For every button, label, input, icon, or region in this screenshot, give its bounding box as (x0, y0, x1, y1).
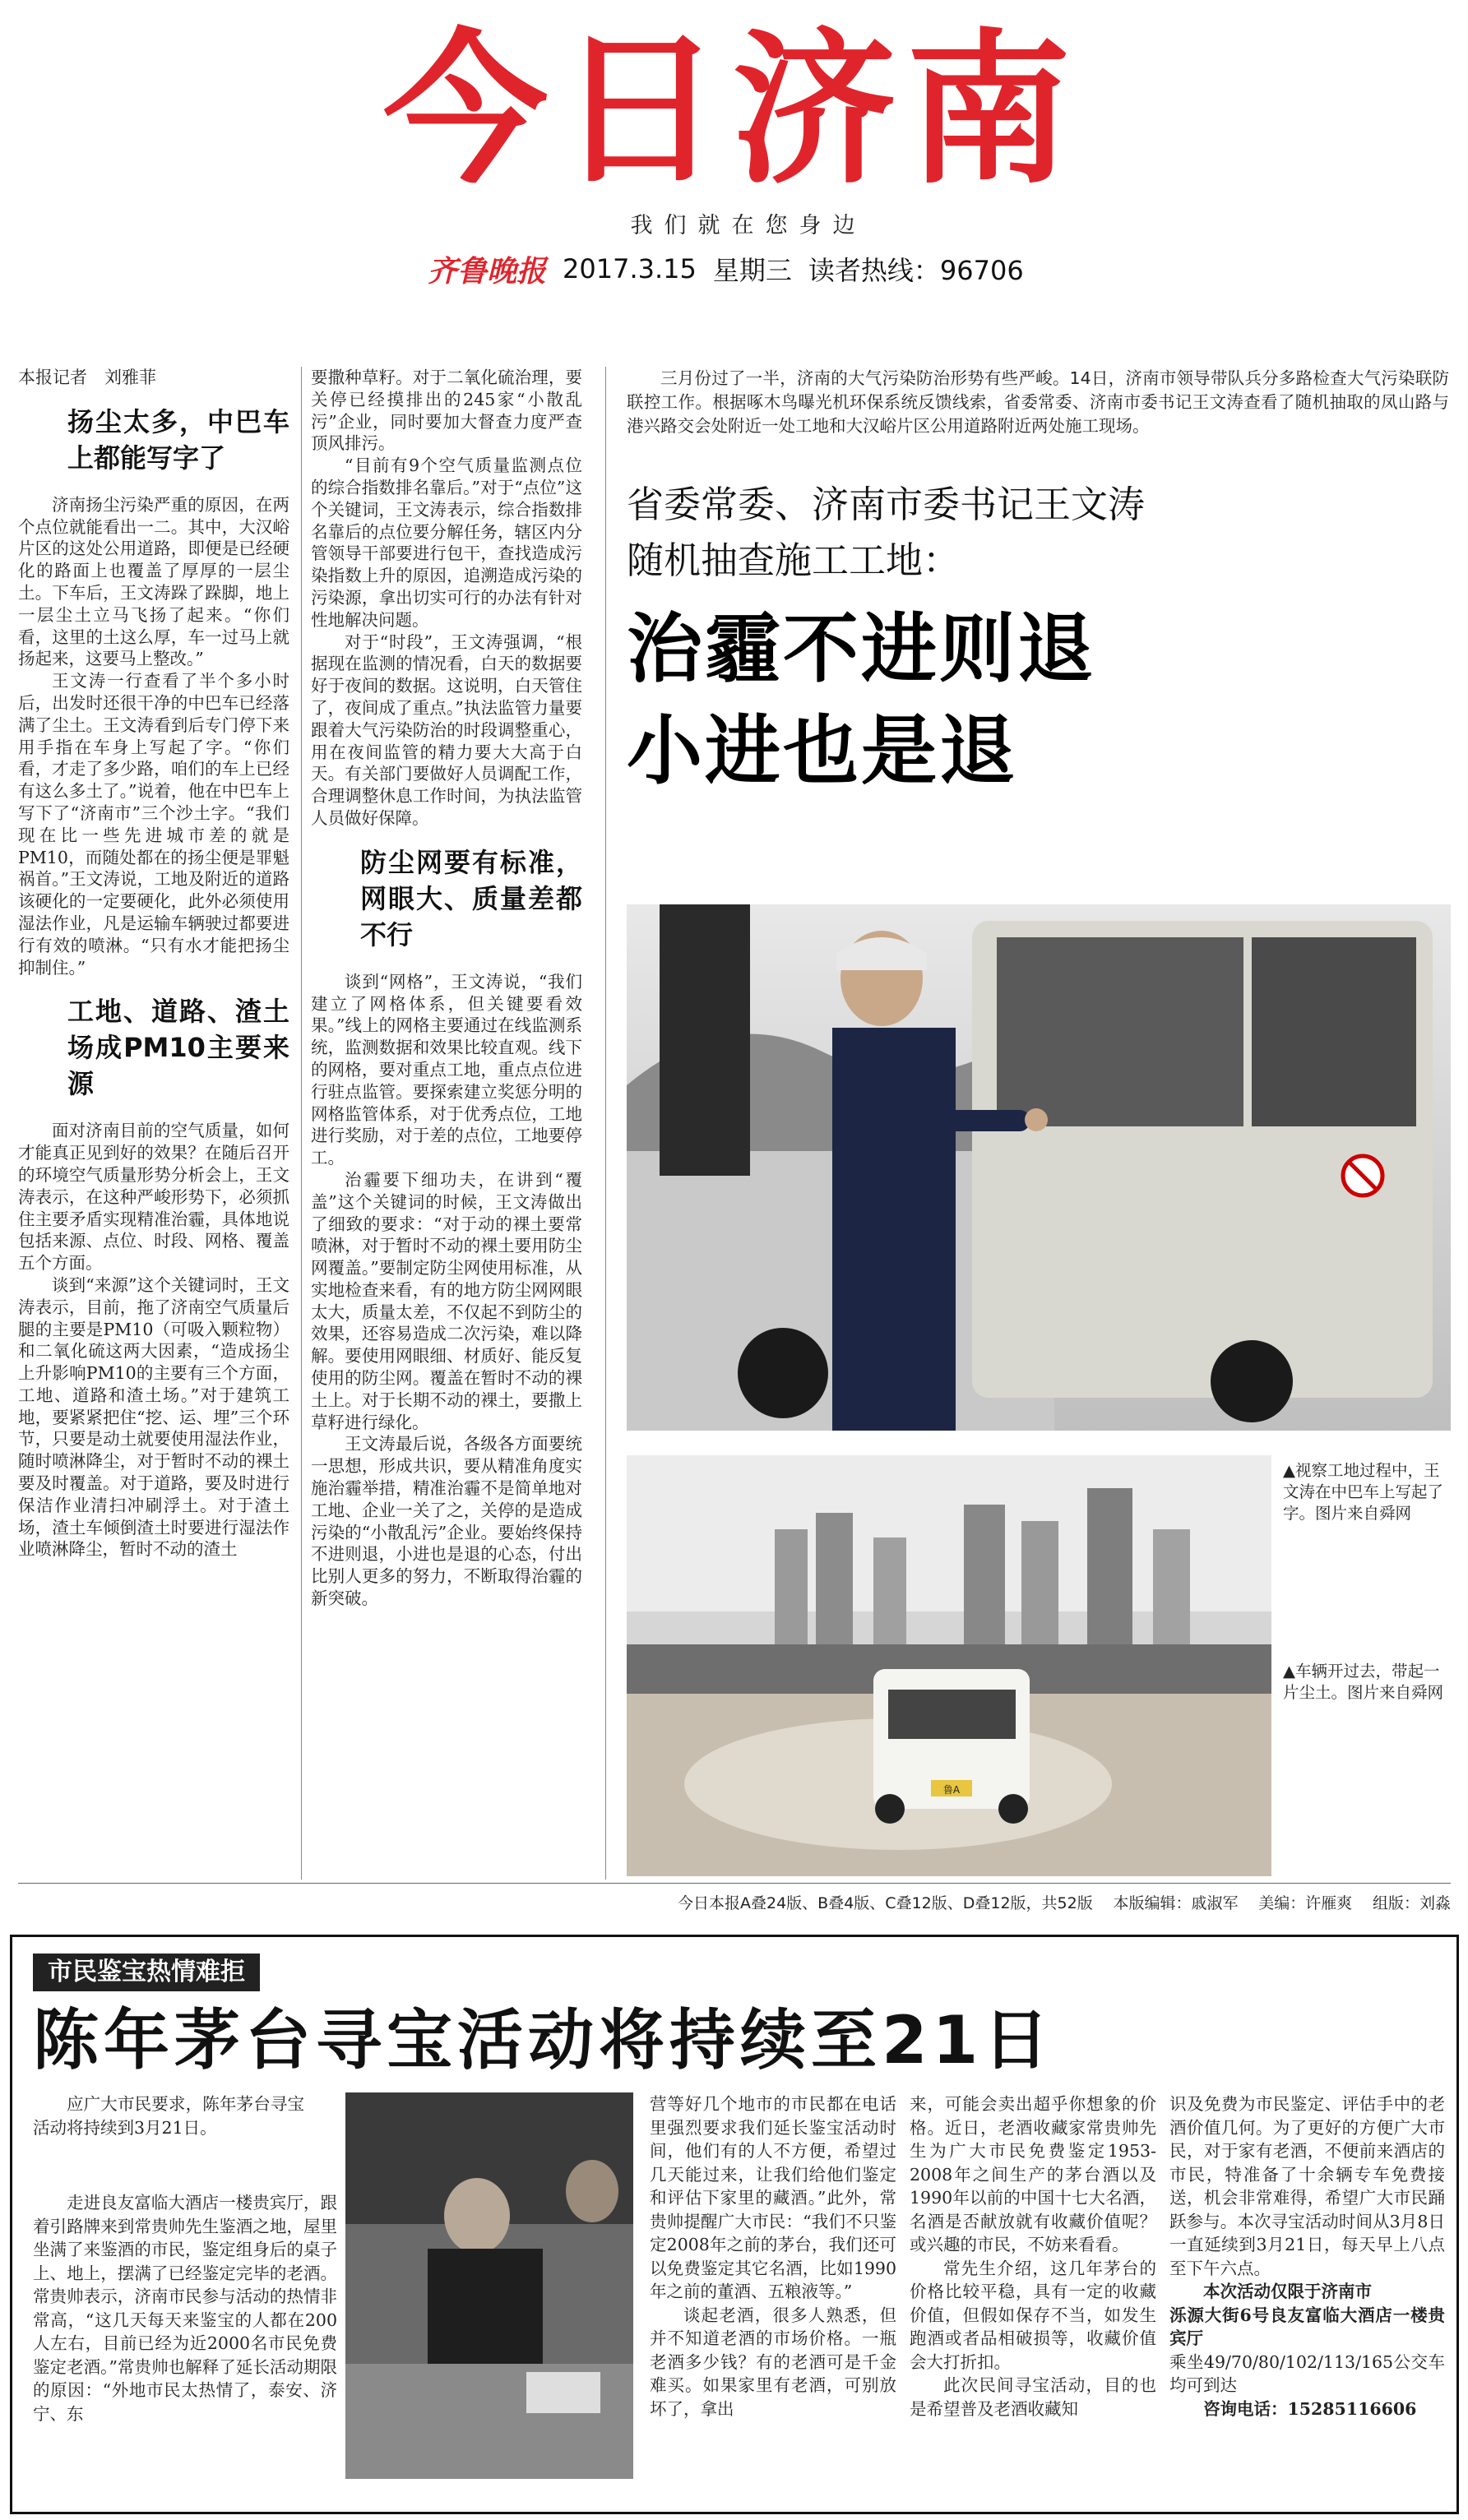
ad-column-1-bottom (33, 2191, 337, 2504)
photo-appraisal-room (345, 2092, 633, 2479)
article-column-2 (311, 367, 582, 1888)
ad-column-3 (910, 2092, 1156, 2504)
headline-line-2: 小进也是退 (627, 707, 1018, 795)
paragraph: 识及免费为市民鉴定、评估手中的老酒价值几何。为了更好的方便广大市民，对于家有老酒，不便前来酒店的市民，特准备了十余辆专车免费接送，机会非常难得，希望广大市民踊跃参与。本次寻宝活动时间从3月8日一直延续到3月21日，每天早上八点至下午六点。 (1169, 2094, 1445, 2278)
photo-caption-2: ▲车辆开过去，带起一片尘土。图片来自舜网 (1283, 1662, 1444, 1702)
advertorial-title: 陈年茅台寻宝活动将持续至21日 (33, 2002, 1054, 2078)
paragraph: 治霾要下细功夫，在讲到“覆盖”这个关键词的时候，王文涛做出了细致的要求：“对于动的裸土要常喷淋，对于暂时不动的裸土要用防尘网覆盖。”要制定防尘网使用标准，从实地检查来看，有的地方防尘网网眼太大，质量太差，不仅起不到防尘的效果，还容易造成二次污染，难以降解。要使用网眼细、材质好、能反复使用的防尘网。覆盖在暂时不动的裸土上。对于长期不动的裸土，要撒上草籽进行绿化。 (311, 1169, 582, 1432)
ad-column-2 (650, 2092, 896, 2504)
photo-van-raising-dust (627, 1455, 1271, 1876)
edition-count: 今日本报A叠24版、B叠4版、C叠12版、D叠12版，共52版 (678, 1894, 1093, 1912)
weekday: 星期三 (712, 255, 792, 286)
reader-hotline: 读者热线：96706 (808, 255, 1024, 286)
contact-phone: 咨询电话：15285116606 (1203, 2398, 1417, 2419)
subhead-pm10: 工地、道路、渣土场成PM10主要来源 (67, 996, 289, 1100)
paragraph: 要撒种草籽。对于二氧化硫治理，要关停已经摸排出的245家“小散乱污”企业，同时要加大督查力度严查顶风排污。 (311, 368, 582, 454)
paragraph: 谈到“来源”这个关键词时，王文涛表示，目前，拖了济南空气质量后腿的主要是PM10（可吸入颗粒物）和二氧化硫这两大因素，“造成扬尘上升影响PM10的主要有三个方面，工地、道路和渣土场。”对于建筑工地，要紧紧把住“挖、运、埋”三个环节，只要是动土就要使用湿法作业，随时喷淋降尘，对于暂时不动的裸土要及时覆盖。对于道路，要及时进行保洁作业清扫冲刷浮土。对于渣土场，渣土车倾倒渣土时要进行湿法作业喷淋降尘，暂时不动的渣土 (18, 1274, 289, 1560)
newspaper-logo: 今日济南 (382, 15, 1081, 206)
photo-3-illustration (345, 2092, 633, 2479)
subhead-dust: 扬尘太多，中巴车上都能写字了 (67, 405, 289, 474)
paragraph: 谈到“网格”，王文涛说，“我们建立了网格体系，但关键要看效果。”线上的网格主要通过在线监测系统，监测数据和效果比较直观。线下的网格，要对重点工地，重点点位进行驻点监管。要探索建立奖惩分明的网格监管体系，对于优秀点位，工地进行奖励，对于差的点位，工地要停工。 (311, 971, 582, 1168)
deck-line-2: 随机抽查施工工地： (627, 539, 961, 582)
paragraph: “目前有9个空气质量监测点位的综合指数排名靠后。”对于“点位”这个关键词，王文涛表示，综合指数排名靠后的点位要分解任务，辖区内分管领导干部要进行包干，查找造成污染指数上升的原因，追溯造成污染的污染源，拿出切实可行的办法有针对性地解决问题。 (311, 455, 582, 630)
publication-info (428, 248, 1168, 289)
paragraph: 应广大市民要求，陈年茅台寻宝活动将持续到3月21日。 (33, 2094, 304, 2138)
page-footer (678, 1891, 1451, 1913)
paragraph: 此次民间寻宝活动，目的也是希望普及老酒收藏知 (910, 2375, 1156, 2419)
art-credit: 美编：许雁爽 (1258, 1894, 1353, 1912)
paper-name: 齐鲁晚报 (428, 253, 547, 289)
event-scope: 本次活动仅限于济南市 (1203, 2282, 1372, 2301)
paragraph: 王文涛一行查看了半个多小时后，出发时还很干净的中巴车已经落满了尘土。王文涛看到后专门停下来用手指在车身上写起了字。“你们看，才走了多少路，咱们的车上已经有这么多土了。”说着，他在中巴车上写下了“济南市”三个沙土字。“我们现在比一些先进城市差的就是PM10，而随处都在的扬尘便是罪魁祸首。”王文涛说，工地及附近的道路该硬化的一定要硬化，此外必须使用湿法作业，凡是运输车辆驶过都要进行有效的喷淋。“只有水才能把扬尘抑制住。” (18, 671, 289, 978)
ad-column-1-top (33, 2092, 304, 2183)
paragraph: 营等好几个地市的市民都在电话里强烈要求我们延长鉴宝活动时间，他们有的人不方便，希望过几天能过来，让我们给他们鉴定和评估下家里的藏酒。”此外，常贵帅提醒广大市民：“我们不只鉴定2008年之前的茅台，我们还可以免费鉴定其它名酒，比如1990年之前的董酒、五粮液等。” (650, 2094, 896, 2301)
story-intro: 三月份过了一半，济南的大气污染防治形势有些严峻。14日，济南市领导带队兵分多路检查大气污染联防联控工作。根据啄木鸟曝光机环保系统反馈线索，省委常委、济南市委书记王文涛查看了随机抽取的凤山路与港兴路交会处附近一处工地和大汉峪片区公用道路附近两处施工现场。 (627, 368, 1449, 436)
column-divider (301, 367, 302, 1880)
photo-1-illustration (627, 904, 1451, 1431)
advertorial-tag: 市民鉴宝热情难拒 (33, 1954, 260, 1991)
article-column-1 (18, 367, 289, 1888)
headline-line-1: 治霾不进则退 (627, 605, 1096, 693)
paragraph: 王文涛最后说，各级各方面要统一思想，形成共识，要从精准角度实施治霾举措，精准治霾不是简单地对工地、企业一关了之，关停的是造成污染的“小散乱污”企业。要始终保持不进则退，小进也是退的心态，付出比别人更多的努力，不断取得治霾的新突破。 (311, 1434, 582, 1609)
byline: 本报记者 刘雅菲 (18, 368, 156, 387)
subhead-dust-net: 防尘网要有标准，网眼大、质量差都不行 (360, 846, 582, 950)
main-headline (627, 599, 1449, 802)
paragraph: 谈起老酒，很多人熟悉，但并不知道老酒的市场价格。一瓶老酒多少钱？有的老酒可是千金难买。如果家里有老酒，可别放坏了，拿出 (650, 2305, 896, 2419)
paragraph: 面对济南目前的空气质量，如何才能真正见到好的效果？在随后召开的环境空气质量形势分析会上，王文涛表示，在这种严峻形势下，必须抓住主要矛盾实现精准治霾，具体地说包括来源、点位、时段、网格、覆盖五个方面。 (18, 1121, 289, 1274)
deck-line-1: 省委常委、济南市委书记王文涛 (627, 483, 1146, 526)
editor-credit: 本版编辑：戚淑军 (1113, 1894, 1239, 1912)
ad-column-4 (1169, 2092, 1445, 2504)
column-divider (605, 367, 606, 1880)
footer-rule (18, 1883, 1451, 1884)
paragraph: 对于“时段”，王文涛强调，“根据现在监测的情况看，白天的数据要好于夜间的数据。这说明，白天管住了，夜间成了重点。”执法监管力量要跟着大气污染防治的时段调整重心，用在夜间监管的精力要大大高于白天。有关部门要做好人员调配工作，合理调整休息工作时间，为执法监管人员做好保障。 (311, 631, 582, 828)
masthead (0, 0, 1468, 329)
event-venue: 泺源大街6号良友富临大酒店一楼贵宾厅 (1169, 2305, 1445, 2348)
paragraph: 走进良友富临大酒店一楼贵宾厅，跟着引路牌来到常贵帅先生鉴酒之地，屋里坐满了来鉴酒的市民，鉴定组身后的桌子上、地上，摆满了已经鉴定完毕的老酒。常贵帅表示，济南市民参与活动的热情非常高，“这几天每天来鉴宝的人都在200人左右，目前已经为近2000名市民免费鉴定老酒。”常贵帅也解释了延长活动期限的原因：“外地市民太热情了，泰安、济宁、东 (33, 2193, 337, 2424)
layout-credit: 组版：刘淼 (1372, 1894, 1451, 1912)
slogan: 我们就在您身边 (630, 213, 867, 238)
photo-caption-1: ▲视察工地过程中，王文涛在中巴车上写起了字。图片来自舜网 (1283, 1461, 1444, 1523)
paragraph: 济南扬尘污染严重的原因，在两个点位就能看出一二。其中，大汉峪片区的这处公用道路，即便是已经硬化的路面上也覆盖了厚厚的一层尘土。下车后，王文涛跺了跺脚，地上一层尘土立马飞扬了起来。“你们看，这里的土这么厚，车一过马上就扬起来，这要马上整改。” (18, 494, 289, 669)
issue-date: 2017.3.15 (563, 253, 697, 284)
photo-official-writing-on-bus (627, 904, 1451, 1431)
paragraph: 常先生介绍，这几年茅台的价格比较平稳，具有一定的收藏价值，但假如保存不当，如发生跑酒或者品相破损等，收藏价值会大打折扣。 (910, 2258, 1156, 2372)
license-plate: 鲁A (942, 1784, 961, 1796)
photo-2-illustration (627, 1455, 1271, 1876)
bus-routes: 乘坐49/70/80/102/113/165公交车均可到达 (1169, 2351, 1445, 2395)
headline-deck (627, 477, 1449, 589)
paragraph: 来，可能会卖出超乎你想象的价格。近日，老酒收藏家常贵帅先生为广大市民免费鉴定1953-2008年之间生产的茅台酒以及1990年以前的中国十七大名酒，名酒是否献放就有收藏价值呢？或兴趣的市民，不妨来看看。 (910, 2094, 1156, 2254)
